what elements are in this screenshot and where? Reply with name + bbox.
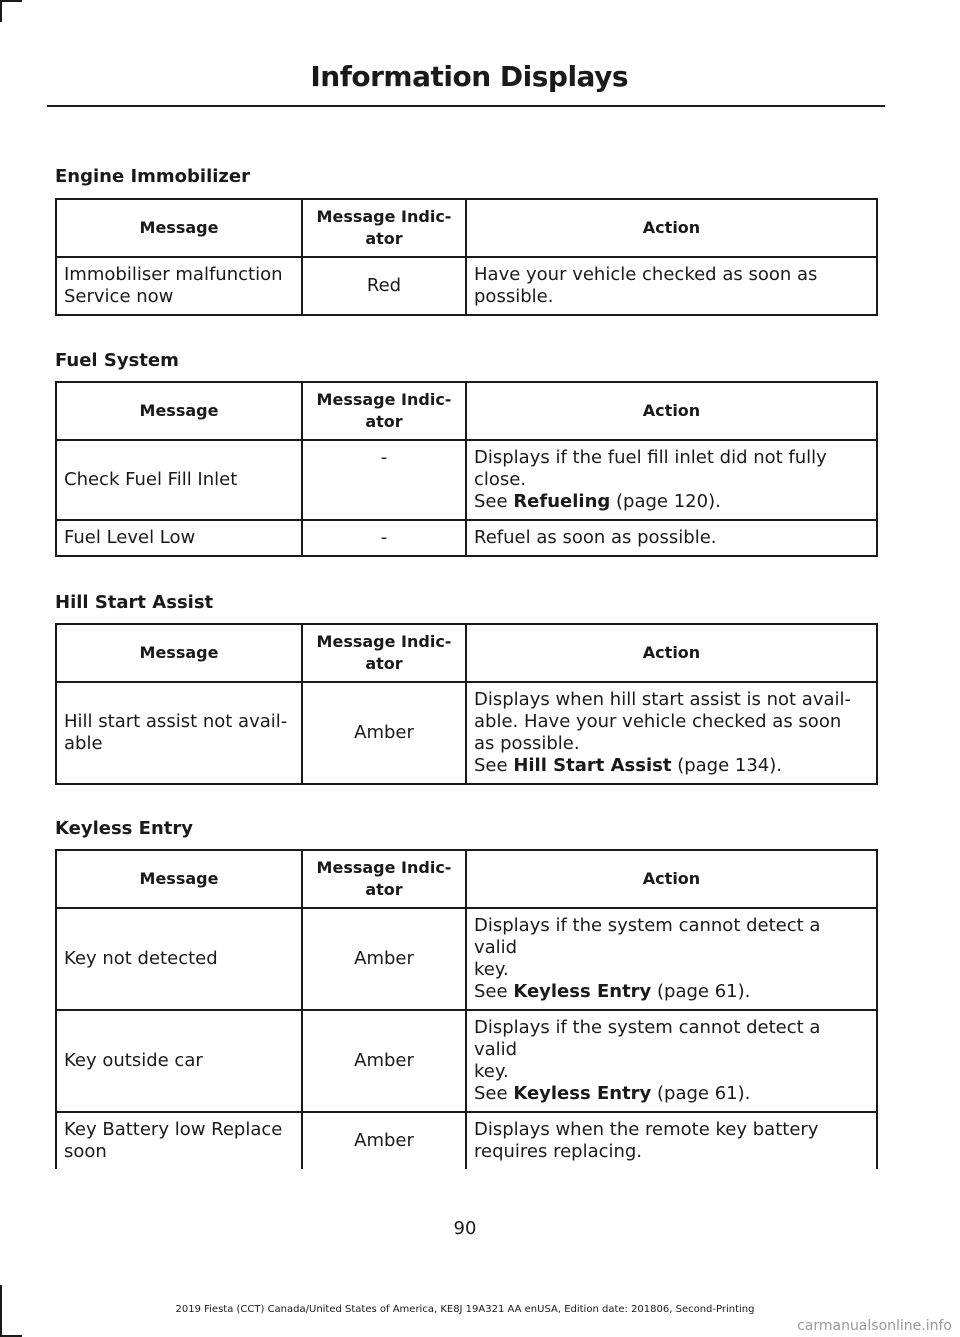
cell-indicator: Amber	[302, 682, 466, 784]
header-action: Action	[466, 199, 877, 257]
cell-action: Displays if the system cannot detect a valid key. See Keyless Entry (page 61).	[466, 908, 877, 1010]
cell-message: Hill start assist not avail- able	[56, 682, 302, 784]
cell-message: Key not detected	[56, 908, 302, 1010]
cell-indicator: -	[302, 520, 466, 556]
cell-indicator: -	[302, 440, 466, 520]
cross-reference-link[interactable]: Hill Start Assist	[513, 755, 672, 776]
header-action: Action	[466, 850, 877, 908]
crop-mark	[0, 0, 22, 2]
cell-message: Check Fuel Fill Inlet	[56, 440, 302, 520]
section-heading-hill-start-assist: Hill Start Assist	[55, 592, 214, 613]
cross-reference-link[interactable]: Keyless Entry	[513, 1083, 652, 1104]
section-heading-engine-immobilizer: Engine Immobilizer	[55, 166, 250, 187]
cell-indicator: Amber	[302, 1112, 466, 1169]
table-header-row	[56, 850, 877, 908]
cell-message: Key Battery low Replace soon	[56, 1112, 302, 1169]
cell-message: Key outside car	[56, 1010, 302, 1112]
table-keyless-entry	[55, 849, 878, 1169]
table-row	[56, 257, 877, 315]
cell-message: Fuel Level Low	[56, 520, 302, 556]
cell-action: Displays if the system cannot detect a valid key. See Keyless Entry (page 61).	[466, 1010, 877, 1112]
header-message: Message	[56, 624, 302, 682]
header-message: Message	[56, 199, 302, 257]
page-title: Information Displays	[310, 60, 628, 93]
watermark: carmanualsonline.info	[797, 1318, 952, 1334]
table-hill-start-assist	[55, 623, 878, 785]
header-indicator: Message Indic- ator	[302, 382, 466, 440]
table-engine-immobilizer	[55, 198, 878, 316]
header-action: Action	[466, 624, 877, 682]
header-indicator: Message Indic- ator	[302, 850, 466, 908]
cell-action: Displays when the remote key battery requires replacing.	[466, 1112, 877, 1169]
cell-action: Refuel as soon as possible.	[466, 520, 877, 556]
header-indicator: Message Indic- ator	[302, 624, 466, 682]
header-message: Message	[56, 850, 302, 908]
section-heading-keyless-entry: Keyless Entry	[55, 818, 193, 839]
table-row	[56, 908, 877, 1010]
table-row	[56, 682, 877, 784]
cell-indicator: Red	[302, 257, 466, 315]
cell-message: Immobiliser malfunction Service now	[56, 257, 302, 315]
cell-indicator: Amber	[302, 1010, 466, 1112]
page-number: 90	[453, 1218, 477, 1239]
crop-mark	[0, 0, 2, 22]
cell-action: Have your vehicle checked as soon as possible.	[466, 257, 877, 315]
cell-action: Displays when hill start assist is not avail- able. Have your vehicle checked as soon as possible. See Hill Start Assist (page 134).	[466, 682, 877, 784]
table-row	[56, 1010, 877, 1112]
table-row	[56, 1112, 877, 1169]
table-row	[56, 440, 877, 520]
table-row	[56, 520, 877, 556]
cell-action: Displays if the fuel fill inlet did not fully close. See Refueling (page 120).	[466, 440, 877, 520]
edition-footer: 2019 Fiesta (CCT) Canada/United States of America, KE8J 19A321 AA enUSA, Edition date: 201806, Second-Printing	[175, 1304, 755, 1315]
cross-reference-link[interactable]: Refueling	[513, 491, 611, 512]
table-header-row	[56, 624, 877, 682]
header-action: Action	[466, 382, 877, 440]
title-rule	[47, 105, 885, 107]
cross-reference-link[interactable]: Keyless Entry	[513, 981, 652, 1002]
header-indicator: Message Indic- ator	[302, 199, 466, 257]
section-heading-fuel-system: Fuel System	[55, 350, 179, 371]
header-message: Message	[56, 382, 302, 440]
table-fuel-system	[55, 381, 878, 557]
cell-indicator: Amber	[302, 908, 466, 1010]
table-header-row	[56, 382, 877, 440]
table-header-row	[56, 199, 877, 257]
